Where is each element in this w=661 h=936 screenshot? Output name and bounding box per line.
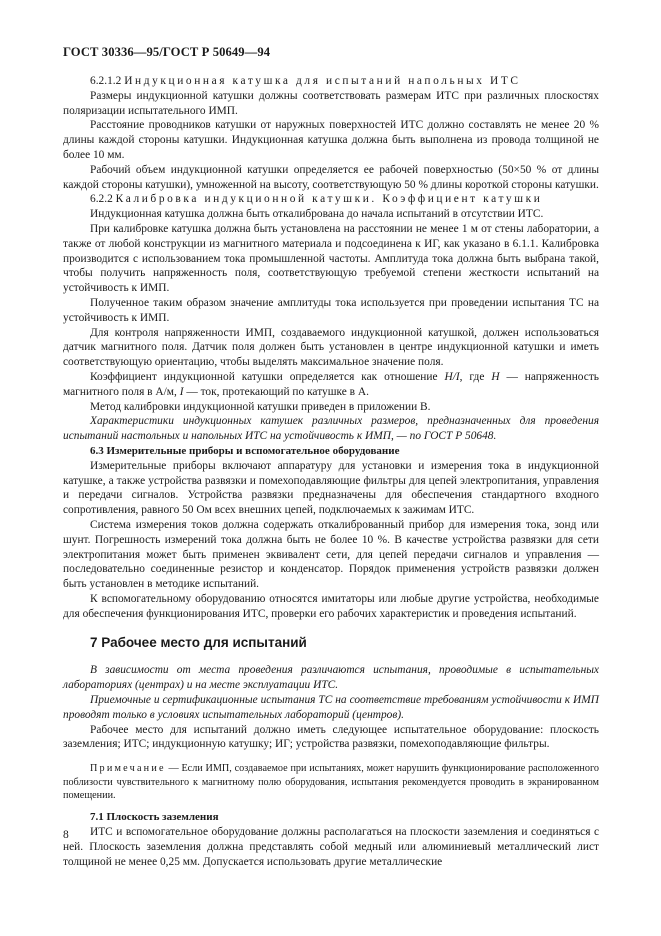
document-body — [63, 74, 599, 869]
symbol-i: I — [179, 385, 184, 398]
paragraph: К вспомогательному оборудованию относятся имитаторы или любые другие устройства, необходимые для обеспечения функционирования ИТС, проверки его рабочих характеристик и проведения испытаний. — [63, 592, 599, 620]
paragraph: Рабочее место для испытаний должно иметь следующее испытательное оборудование: плоскость заземления; ИТС; индукционную катушку; ИГ; устройства развязки, помехоподавляющие фильтры. — [63, 723, 599, 751]
text-run: — напряженность магнитного поля в А/м, — [63, 370, 599, 398]
paragraph: При калибровке катушка должна быть установлена на расстоянии не менее 1 м от стены лаборатории, а также от любой конструкции из магнитного материала и подсоединена к ИГ, как указано в 6.1.1. Калибровка производится с использованием тока промышленной частоты. Амплитуда тока должна быть выбрана такой, чтобы получить напряженность поля, соответствующую требуемой степени жесткости испытаний на устойчивость к ИМП. — [63, 222, 599, 295]
subsection-6-2-2-title — [63, 192, 599, 207]
subsection-number: 6.2.1.2 — [90, 75, 122, 87]
paragraph: Индукционная катушка должна быть откалибрована до начала испытаний в отсутствии ИТС. — [90, 208, 544, 221]
subsection-6-2-1-2-title — [63, 74, 599, 89]
paragraph: Измерительные приборы включают аппаратуру для установки и измерения тока в индукционной катушке, а также устройства развязки и помехоподавляющие фильтры для цепей электропитания, управления и передачи сигналов. Устройства развязки предназначены для обеспечения стандартного входного сопротивления, равного 50 Ом всех внешних цепей, подключаемых к зажимам ИТС. — [63, 459, 599, 517]
paragraph-italic: В зависимости от места проведения различаются испытания, проводимые в испытательных лабораториях (центрах) и на месте эксплуатации ИТС. — [63, 664, 599, 692]
note — [63, 762, 599, 802]
paragraph: Система измерения токов должна содержать откалиброванный прибор для измерения тока, зонд или шунт. Погрешность измерений тока должна быть не более 10 %. В качестве устройства развязки для сети электропитания может быть применен эквивалент сети, для цепей передачи сигналов и управления — последовательно соединенные резистор и конденсатор. Порядок применения устройств развязки должен быть установлен в методике испытаний. — [63, 518, 599, 591]
paragraph: Для контроля напряженности ИМП, создаваемого индукционной катушкой, должен использоваться датчик магнитного поля. Датчик поля должен быть установлен в центре индукционной катушки и иметь соответствующую ориентацию, чтобы выделять максимальное значение поля. — [63, 326, 599, 369]
paragraph-coefficient — [63, 370, 599, 400]
subsection-7-1-heading: 7.1 Плоскость заземления — [90, 811, 219, 824]
paragraph: Рабочий объем индукционной катушки определяется ее рабочей поверхностью (50×50 % от длины каждой стороны катушки), умноженной на высоту, соответствующую 50 % длины короткой стороны катушки. — [63, 163, 599, 191]
subsection-6-3-heading: 6.3 Измерительные приборы и вспомогательное оборудование — [90, 444, 400, 457]
subsection-number: 6.2.2 — [90, 193, 113, 206]
note-label: Примечание — [90, 763, 166, 775]
subsection-title: Калибровка индукционной катушки. Коэффициент катушки — [115, 193, 543, 206]
paragraph: Размеры индукционной катушки должны соответствовать размерам ИТС при различных плоскостях поляризации испытательного ИМП. — [63, 89, 599, 117]
paragraph: Полученное таким образом значение амплитуды тока используется при проведении испытания ТС на устойчивость к ИМП. — [63, 296, 599, 324]
paragraph: Метод калибровки индукционной катушки приведен в приложении В. — [90, 400, 431, 413]
subsection-title: Индукционная катушка для испытаний напольных ИТС — [124, 75, 521, 87]
paragraph: Расстояние проводников катушки от наружных поверхностей ИТС должно составлять не менее 20 % длины каждой стороны катушки. Индукционная катушка должна быть выполнена из провода толщиной не более 10 мм. — [63, 119, 599, 161]
formula-h-over-i: H/I — [444, 370, 460, 383]
section-7-heading: 7 Рабочее место для испытаний — [90, 635, 307, 651]
symbol-h: H — [491, 370, 500, 383]
text-run: — ток, протекающий по катушке в А. — [183, 385, 369, 398]
note-text: — Если ИМП, создаваемое при испытаниях, может нарушить функционирование расположенного поблизости чувствительного к магнитному полю оборудования, испытания рекомендуется проводить в экранированном помещении. — [63, 763, 599, 801]
document-header: ГОСТ 30336—95/ГОСТ Р 50649—94 — [63, 45, 271, 59]
text-run: Коэффициент индукционной катушки определяется как отношение — [90, 370, 445, 383]
paragraph: ИТС и вспомогательное оборудование должны располагаться на плоскости заземления и соединяться с ней. Плоскость заземления должна представлять собой медный или алюминиевый металлический лист толщиной не менее 0,25 мм. Допускается использовать другие металлические — [63, 825, 599, 868]
paragraph-italic: Приемочные и сертификационные испытания ТС на соответствие требованиям устойчивости к ИМП проводят только в условиях испытательных лабораторий (центров). — [63, 694, 599, 721]
text-run: , где — [459, 370, 492, 383]
paragraph-italic: Характеристики индукционных катушек различных размеров, предназначенных для проведения испытаний настольных и напольных ИТС на устойчивость к ИМП, — по ГОСТ Р 50648. — [63, 415, 599, 443]
page-number: 8 — [63, 829, 69, 841]
